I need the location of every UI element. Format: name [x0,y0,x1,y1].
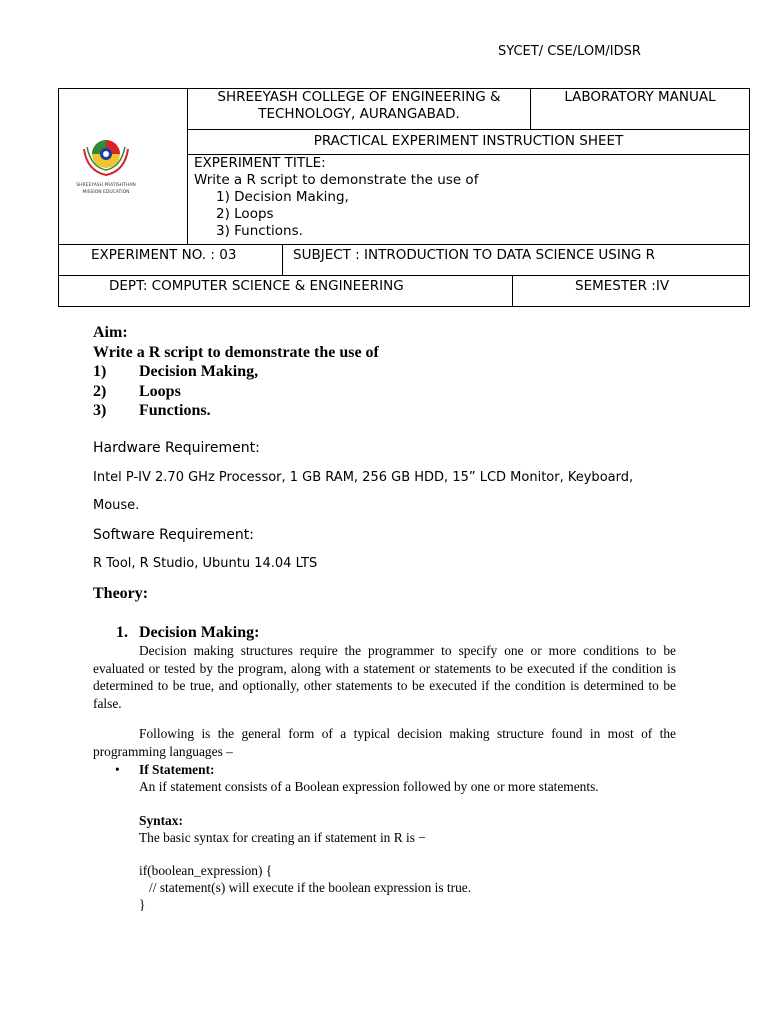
hardware-heading: Hardware Requirement: [93,440,260,456]
experiment-number: EXPERIMENT NO. : 03 [59,245,283,275]
decision-making-heading [116,624,259,642]
code-line-2: // statement(s) will execute if the boolean expression is true. [139,880,472,895]
bullet-dot-icon: • [115,762,120,777]
logo-caption-top: SHREEYASH PRATISHTHAN [76,183,136,188]
if-statement-title: If Statement: [139,762,215,777]
header-table [58,88,750,307]
aim-item-number: 3) [93,402,107,419]
software-line: R Tool, R Studio, Ubuntu 14.04 LTS [93,556,318,571]
syntax-description: The basic syntax for creating an if statement in R is − [139,830,426,845]
software-heading: Software Requirement: [93,527,254,543]
aim-item-number: 1) [93,363,107,380]
aim-item [93,382,379,402]
experiment-title-label: EXPERIMENT TITLE: [194,154,326,171]
document-code: SYCET/ CSE/LOM/IDSR [498,44,641,59]
semester: SEMESTER :IV [575,278,670,294]
logo-caption-bottom: MISSION EDUCATION [82,190,130,195]
aim-item [93,401,379,421]
aim-item [93,362,379,382]
decision-making-paragraph [93,642,676,712]
experiment-item-1: 1) Decision Making, [216,188,349,205]
paragraph-text: Following is the general form of a typical decision making structure found in most of the programming languages – [93,726,676,759]
experiment-title-line: Write a R script to demonstrate the use of [194,171,479,188]
code-line-3: } [139,897,146,912]
college-name-line1: SHREEYASH COLLEGE OF ENGINEERING & [217,89,501,105]
paragraph-text: Decision making structures require the programmer to specify one or more conditions to be evaluated or tested by the program, along with a statement or statements to be executed if the condition is determined to be true, and optionally, other statements to be executed if the condition is determined to be false. [93,643,676,711]
section-title: Decision Making: [139,624,260,641]
college-logo-cell [59,89,188,245]
experiment-title-cell [188,154,750,244]
college-name-line2: TECHNOLOGY, AURANGABAD. [258,106,460,122]
experiment-item-2: 2) Loops [216,205,274,222]
code-line-1: if(boolean_expression) { [139,863,273,878]
hardware-line-2: Mouse. [93,498,140,513]
experiment-subject-row [59,245,750,276]
aim-item-text: Functions. [139,402,211,419]
aim-label: Aim: [93,324,128,341]
aim-item-text: Loops [139,382,181,400]
college-logo-icon [59,89,187,239]
lab-manual-cell: LABORATORY MANUAL [531,89,750,130]
college-name-cell [188,89,531,130]
general-form-paragraph [93,725,676,760]
theory-heading: Theory: [93,585,149,602]
department-row [59,276,750,307]
subject-name: SUBJECT : INTRODUCTION TO DATA SCIENCE USING R [293,247,656,263]
syntax-label: Syntax: [139,813,183,828]
aim-item-number: 2) [93,382,107,400]
section-number: 1. [116,624,128,641]
aim-section [93,323,379,421]
department-name: DEPT: COMPUTER SCIENCE & ENGINEERING [59,276,513,306]
aim-line: Write a R script to demonstrate the use of [93,343,379,361]
hardware-line-1: Intel P-IV 2.70 GHz Processor, 1 GB RAM, 256 GB HDD, 15” LCD Monitor, Keyboard, [93,470,634,485]
aim-item-text: Decision Making, [139,363,259,380]
if-statement-description: An if statement consists of a Boolean expression followed by one or more statements. [139,779,599,794]
instruction-sheet-title: PRACTICAL EXPERIMENT INSTRUCTION SHEET [188,130,750,155]
experiment-item-3: 3) Functions. [216,222,303,239]
